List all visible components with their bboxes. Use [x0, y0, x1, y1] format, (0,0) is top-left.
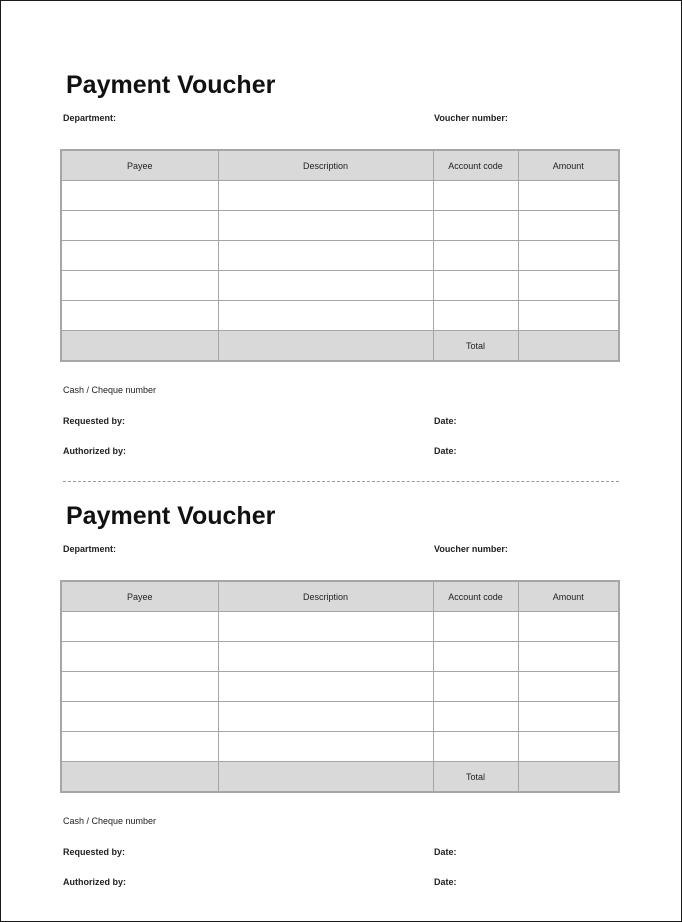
account-code-cell[interactable]	[433, 642, 518, 672]
description-cell[interactable]	[218, 612, 433, 642]
column-header-account-code: Account code	[433, 150, 518, 181]
payee-cell[interactable]	[61, 702, 218, 732]
description-cell[interactable]	[218, 301, 433, 331]
amount-cell[interactable]	[518, 241, 619, 271]
payee-cell[interactable]	[61, 732, 218, 762]
table-header-row	[61, 581, 619, 612]
total-row-empty-cell	[61, 331, 218, 362]
amount-cell[interactable]	[518, 702, 619, 732]
requested-by-label: Requested by:	[63, 847, 126, 857]
voucher-title: Payment Voucher	[66, 71, 276, 99]
amount-cell[interactable]	[518, 271, 619, 301]
description-cell[interactable]	[218, 702, 433, 732]
payee-cell[interactable]	[61, 211, 218, 241]
total-amount-cell[interactable]	[518, 762, 619, 793]
payee-cell[interactable]	[61, 612, 218, 642]
account-code-cell[interactable]	[433, 211, 518, 241]
voucher-title: Payment Voucher	[66, 502, 276, 530]
total-row-empty-cell	[61, 762, 218, 793]
payee-cell[interactable]	[61, 181, 218, 211]
column-header-amount: Amount	[518, 150, 619, 181]
column-header-payee: Payee	[61, 581, 218, 612]
account-code-cell[interactable]	[433, 732, 518, 762]
column-header-amount: Amount	[518, 581, 619, 612]
description-cell[interactable]	[218, 672, 433, 702]
account-code-cell[interactable]	[433, 271, 518, 301]
description-cell[interactable]	[218, 211, 433, 241]
voucher-number-label: Voucher number:	[434, 544, 508, 554]
cut-line-divider	[63, 481, 619, 482]
total-amount-cell[interactable]	[518, 331, 619, 362]
amount-cell[interactable]	[518, 211, 619, 241]
payee-cell[interactable]	[61, 301, 218, 331]
account-code-cell[interactable]	[433, 181, 518, 211]
column-header-account-code: Account code	[433, 581, 518, 612]
total-row	[61, 762, 619, 793]
cash-cheque-number-label: Cash / Cheque number	[63, 385, 157, 395]
table-row	[61, 672, 619, 702]
amount-cell[interactable]	[518, 612, 619, 642]
description-cell[interactable]	[218, 642, 433, 672]
department-label: Department:	[63, 544, 117, 554]
total-row-empty-cell	[218, 331, 433, 362]
amount-cell[interactable]	[518, 301, 619, 331]
account-code-cell[interactable]	[433, 612, 518, 642]
account-code-cell[interactable]	[433, 241, 518, 271]
account-code-cell[interactable]	[433, 672, 518, 702]
payee-cell[interactable]	[61, 672, 218, 702]
table-header-row	[61, 150, 619, 181]
column-header-description: Description	[218, 150, 433, 181]
column-header-description: Description	[218, 581, 433, 612]
table-row	[61, 301, 619, 331]
authorized-date-label: Date:	[434, 877, 457, 887]
authorized-date-label: Date:	[434, 446, 457, 456]
requested-date-label: Date:	[434, 847, 457, 857]
description-cell[interactable]	[218, 181, 433, 211]
table-row	[61, 271, 619, 301]
table-row	[61, 732, 619, 762]
table-row	[61, 181, 619, 211]
payee-cell[interactable]	[61, 241, 218, 271]
description-cell[interactable]	[218, 732, 433, 762]
table-row	[61, 241, 619, 271]
amount-cell[interactable]	[518, 672, 619, 702]
voucher-number-label: Voucher number:	[434, 113, 508, 123]
table-row	[61, 612, 619, 642]
description-cell[interactable]	[218, 241, 433, 271]
payee-cell[interactable]	[61, 271, 218, 301]
table-row	[61, 702, 619, 732]
column-header-payee: Payee	[61, 150, 218, 181]
department-label: Department:	[63, 113, 117, 123]
requested-date-label: Date:	[434, 416, 457, 426]
requested-by-label: Requested by:	[63, 416, 126, 426]
amount-cell[interactable]	[518, 732, 619, 762]
amount-cell[interactable]	[518, 642, 619, 672]
total-row	[61, 331, 619, 362]
amount-cell[interactable]	[518, 181, 619, 211]
table-row	[61, 642, 619, 672]
voucher-table	[60, 580, 620, 793]
description-cell[interactable]	[218, 271, 433, 301]
authorized-by-label: Authorized by:	[63, 446, 126, 456]
voucher-table	[60, 149, 620, 362]
payee-cell[interactable]	[61, 642, 218, 672]
table-row	[61, 211, 619, 241]
total-label: Total	[433, 762, 518, 793]
account-code-cell[interactable]	[433, 702, 518, 732]
cash-cheque-number-label: Cash / Cheque number	[63, 816, 157, 826]
authorized-by-label: Authorized by:	[63, 877, 126, 887]
account-code-cell[interactable]	[433, 301, 518, 331]
total-row-empty-cell	[218, 762, 433, 793]
total-label: Total	[433, 331, 518, 362]
